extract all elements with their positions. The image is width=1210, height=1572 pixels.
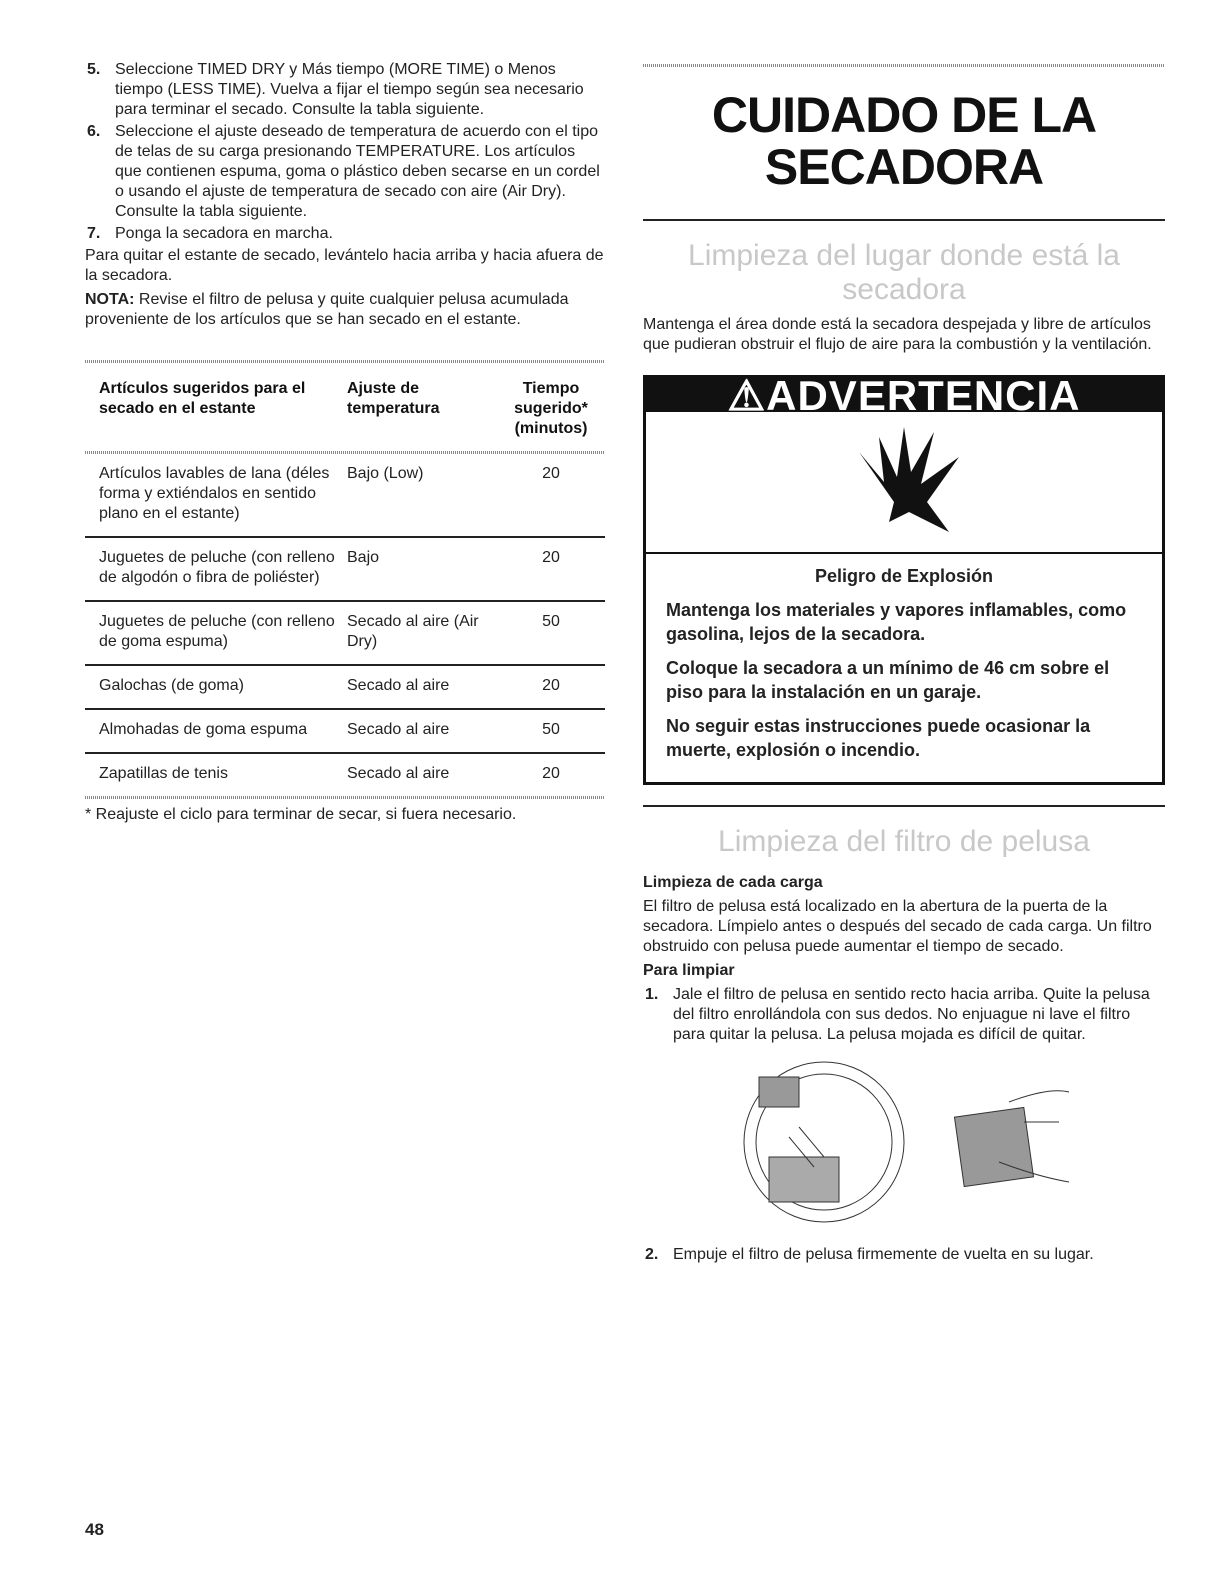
- subheading: Para limpiar: [643, 962, 735, 979]
- list-item: [85, 122, 605, 222]
- table-cell: Galochas (de goma): [99, 677, 244, 694]
- table-cell: 20: [542, 677, 560, 694]
- warning-box: [643, 372, 1165, 785]
- explosion-icon: [646, 412, 1162, 554]
- note: [85, 290, 605, 330]
- table-row: [85, 454, 605, 537]
- step-text: Jale el filtro de pelusa en sentido recto hacia arriba. Quite la pelusa del filtro enrollándola con sus dedos. No enjuague ni lave el filtro para quitar la pelusa. La pelusa mojada es difícil de quitar.: [673, 986, 1150, 1043]
- warning-header: [646, 372, 1162, 419]
- steps-list: [643, 985, 1165, 1045]
- lint-filter-illustration: [643, 1047, 1165, 1237]
- step-number: 2.: [645, 1246, 659, 1263]
- table-cell: Juguetes de peluche (con relleno de goma espuma): [99, 613, 335, 650]
- table-cell: 50: [542, 613, 560, 630]
- warning-line: No seguir estas instrucciones puede ocasionar la muerte, explosión o incendio.: [666, 716, 1091, 760]
- column-header: Tiempo sugerido* (minutos): [514, 380, 588, 437]
- warning-line: Mantenga los materiales y vapores inflamables, como gasolina, lejos de la secadora.: [666, 600, 1127, 644]
- table-cell: Juguetes de peluche (con relleno de algodón o fibra de poliéster): [99, 549, 335, 586]
- table-cell: Secado al aire: [347, 721, 450, 738]
- warning-line: Coloque la secadora a un mínimo de 46 cm sobre el piso para la instalación en un garaje.: [666, 658, 1110, 702]
- warning-header-text: ADVERTENCIA: [766, 372, 1081, 419]
- list-item: [643, 985, 1165, 1045]
- table-cell: 20: [542, 549, 560, 566]
- paragraph: Mantenga el área donde está la secadora despejada y libre de artículos que pudieran obstruir el flujo de aire para la combustión y la ventilación.: [643, 316, 1152, 353]
- note-text: Revise el filtro de pelusa y quite cualquier pelusa acumulada proveniente de los artículos que se han secado en el estante.: [85, 291, 569, 328]
- divider: [643, 219, 1165, 221]
- step-text: Seleccione TIMED DRY y Más tiempo (MORE TIME) o Menos tiempo (LESS TIME). Vuelva a fijar el tiempo según sea necesario para terminar el secado. Consulte la tabla siguiente.: [115, 61, 584, 118]
- paragraph: El filtro de pelusa está localizado en la abertura de la puerta de la secadora. Límpielo antes o después del secado de cada carga. Un filtro obstruido con pelusa puede aumentar el tiempo de secado.: [643, 898, 1152, 955]
- divider: [643, 805, 1165, 807]
- list-item: [85, 224, 605, 244]
- divider: [85, 360, 605, 363]
- list-item: [85, 60, 605, 120]
- table-cell: Secado al aire (Air Dry): [347, 613, 479, 650]
- step-text: Ponga la secadora en marcha.: [115, 225, 333, 242]
- step-number: 5.: [87, 61, 101, 78]
- right-column: [643, 64, 1165, 1267]
- column-header: Ajuste de temperatura: [347, 380, 440, 417]
- subheading: Limpieza de cada carga: [643, 874, 823, 891]
- section-heading: Limpieza del lugar donde está la secadora: [688, 239, 1120, 306]
- table-row: [85, 709, 605, 753]
- divider: [85, 796, 605, 799]
- note-label: NOTA:: [85, 291, 135, 308]
- table-cell: Secado al aire: [347, 765, 450, 782]
- step-number: 1.: [645, 986, 659, 1003]
- table-row: [85, 665, 605, 709]
- list-item: [643, 1245, 1165, 1265]
- divider: [643, 64, 1165, 67]
- table-cell: 50: [542, 721, 560, 738]
- drying-table: [85, 369, 605, 796]
- left-column: [85, 60, 605, 829]
- warning-title: Peligro de Explosión: [814, 566, 994, 586]
- column-header: Artículos sugeridos para el secado en el estante: [99, 380, 306, 417]
- steps-list: [85, 60, 605, 244]
- table-cell: Bajo: [347, 549, 380, 566]
- paragraph: Para quitar el estante de secado, levántelo hacia arriba y hacia afuera de la secadora.: [85, 247, 604, 284]
- table-row: [85, 753, 605, 796]
- table-cell: 20: [542, 765, 560, 782]
- table-cell: Zapatillas de tenis: [99, 765, 228, 782]
- footnote: * Reajuste el ciclo para terminar de secar, si fuera necesario.: [85, 806, 517, 823]
- step-text: Empuje el filtro de pelusa firmemente de vuelta en su lugar.: [673, 1246, 1094, 1263]
- step-number: 6.: [87, 123, 101, 140]
- step-text: Seleccione el ajuste deseado de temperatura de acuerdo con el tipo de telas de su carga presionando TEMPERATURE. Los artículos que contienen espuma, goma o plástico deben secarse en un cordel o usando el ajuste de temperatura de secado con aire (Air Dry). Consulte la tabla siguiente.: [115, 123, 600, 220]
- table-row: [85, 537, 605, 601]
- page-title: CUIDADO DE LA SECADORA: [711, 87, 1097, 195]
- table-row: [85, 601, 605, 665]
- section-heading: Limpieza del filtro de pelusa: [718, 825, 1090, 858]
- table-cell: Almohadas de goma espuma: [99, 721, 308, 738]
- step-number: 7.: [87, 225, 101, 242]
- page-number: 48: [85, 1520, 104, 1539]
- table-header-row: [85, 369, 605, 451]
- table-cell: Bajo (Low): [347, 465, 424, 482]
- steps-list: [643, 1245, 1165, 1265]
- warning-triangle-icon: ⚠: [727, 372, 767, 419]
- table-cell: Artículos lavables de lana (déles forma y extiéndalos en sentido plano en el estante): [99, 465, 330, 522]
- table-cell: 20: [542, 465, 560, 482]
- table-cell: Secado al aire: [347, 677, 450, 694]
